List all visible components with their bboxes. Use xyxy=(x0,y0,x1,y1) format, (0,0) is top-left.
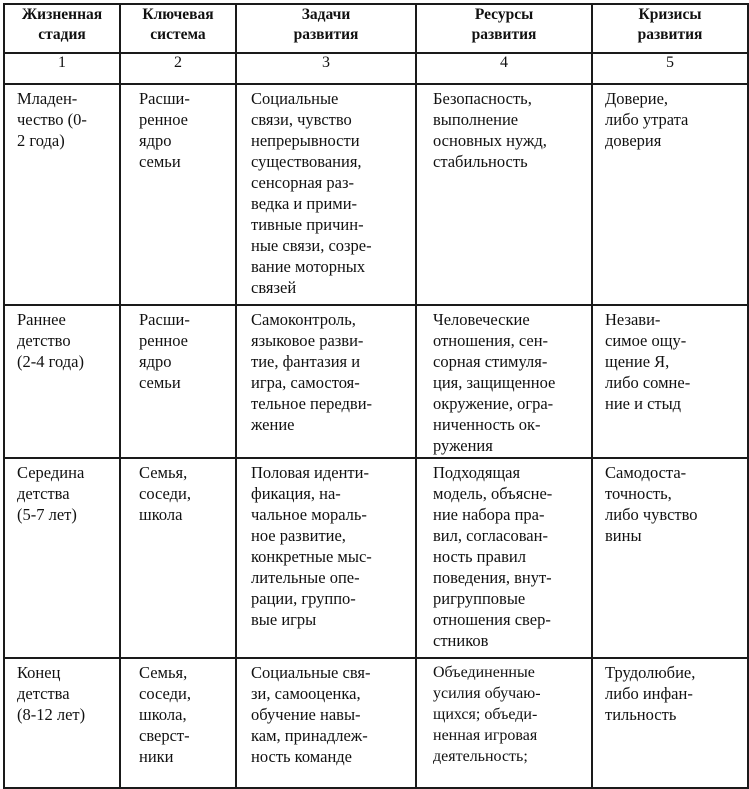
header-system: Ключевая система xyxy=(120,4,236,53)
resources-cell xyxy=(416,658,592,788)
tasks-cell xyxy=(236,458,416,658)
stage-text: Конец детства (8-12 лет) xyxy=(17,663,86,724)
crisis-text: Трудолюбие, либо инфан- тильность xyxy=(605,663,696,724)
stage-cell xyxy=(4,658,120,788)
header-tasks: Задачи развития xyxy=(236,4,416,53)
column-number: 1 xyxy=(4,53,120,84)
stage-cell xyxy=(4,305,120,458)
system-cell xyxy=(120,458,236,658)
system-cell xyxy=(120,84,236,305)
stage-text: Младен- чество (0- 2 года) xyxy=(17,89,87,150)
resources-cell xyxy=(416,84,592,305)
column-number: 3 xyxy=(236,53,416,84)
header-resources: Ресурсы развития xyxy=(416,4,592,53)
crisis-cell xyxy=(592,458,748,658)
header-row xyxy=(4,4,748,53)
tasks-text: Половая иденти- фикация, на- чальное мораль- ное развитие, конкретные мыс- лительные опе- рации, группо- вые игры xyxy=(251,463,372,629)
system-cell xyxy=(120,658,236,788)
system-text: Расши- ренное ядро семьи xyxy=(139,310,190,392)
resources-text: Объединенные усилия обучаю- щихся; объеди- ненная игровая деятельность; xyxy=(433,664,541,765)
system-text: Семья, соседи, школа, сверст- ники xyxy=(139,663,191,766)
stage-text: Раннее детство (2-4 года) xyxy=(17,310,84,371)
crisis-text: Доверие, либо утрата доверия xyxy=(605,89,689,150)
crisis-text: Незави- симое ощу- щение Я, либо сомне- ние и стыд xyxy=(605,310,691,413)
table-row xyxy=(4,84,748,305)
tasks-cell xyxy=(236,658,416,788)
column-number: 5 xyxy=(592,53,748,84)
resources-text: Человеческие отношения, сен- сорная стимуля- ция, защищенное окружение, огра- ниченность ок- ружения xyxy=(433,310,556,455)
stage-cell xyxy=(4,84,120,305)
crisis-text: Самодоста- точность, либо чувство вины xyxy=(605,463,698,545)
table-row xyxy=(4,305,748,458)
table-row xyxy=(4,658,748,788)
column-number-row xyxy=(4,53,748,84)
tasks-text: Социальные связи, чувство непрерывности существования, сенсорная раз- ведка и прими- тивные причин- ные связи, созре- вание моторных связей xyxy=(251,89,372,297)
resources-cell xyxy=(416,458,592,658)
system-cell xyxy=(120,305,236,458)
column-number: 2 xyxy=(120,53,236,84)
crisis-cell xyxy=(592,305,748,458)
resources-text: Безопасность, выполнение основных нужд, стабильность xyxy=(433,89,547,171)
crisis-cell xyxy=(592,84,748,305)
resources-text: Подходящая модель, объясне- ние набора пра- вил, согласован- ность правил поведения, внут- ригрупповые отношения свер- стников xyxy=(433,463,553,650)
tasks-text: Социальные свя- зи, самооценка, обучение навы- кам, принадлеж- ность команде xyxy=(251,663,371,766)
tasks-cell xyxy=(236,305,416,458)
tasks-text: Самоконтроль, языковое разви- тие, фантазия и игра, самостоя- тельное передви- жение xyxy=(251,310,373,434)
tasks-cell xyxy=(236,84,416,305)
system-text: Расши- ренное ядро семьи xyxy=(139,89,190,171)
development-stages-table xyxy=(3,3,749,789)
column-number: 4 xyxy=(416,53,592,84)
header-stage: Жизненная стадия xyxy=(4,4,120,53)
system-text: Семья, соседи, школа xyxy=(139,463,191,524)
table-row xyxy=(4,458,748,658)
resources-cell xyxy=(416,305,592,458)
crisis-cell xyxy=(592,658,748,788)
header-crisis: Кризисы развития xyxy=(592,4,748,53)
stage-text: Середина детства (5-7 лет) xyxy=(17,463,85,524)
stage-cell xyxy=(4,458,120,658)
